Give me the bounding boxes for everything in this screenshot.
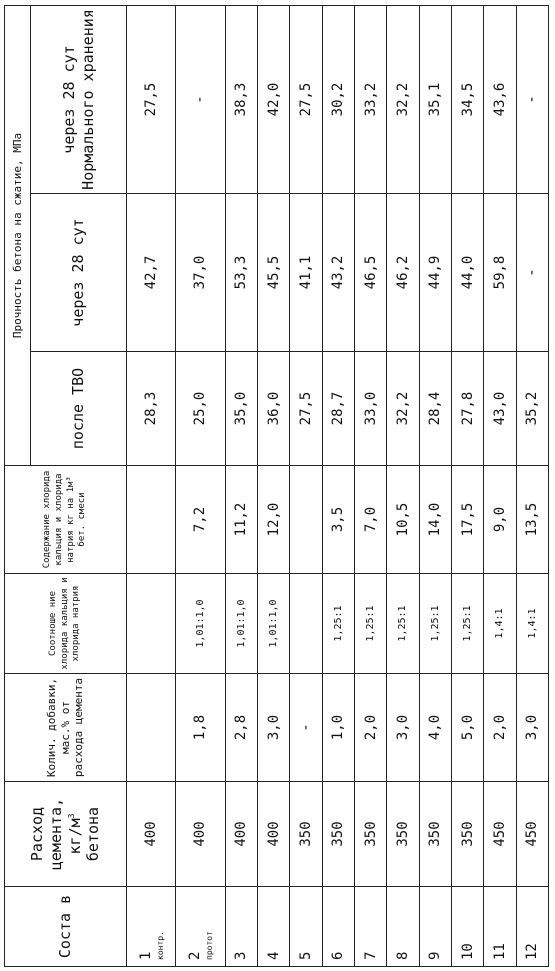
cell-posle-tvo: 28,4 [419, 352, 451, 466]
cell-rashod: 450 [484, 782, 516, 887]
cell-soderzhanie: 13,5 [516, 466, 548, 574]
cell-posle-tvo: 28,3 [127, 352, 176, 466]
cell-sostav [354, 887, 386, 967]
header-sootnoshenie: Соотноше ние хлорида кальция и хлорида натрия [5, 574, 127, 674]
cell-kolich: 5,0 [451, 674, 483, 782]
cell-sostav-number: 2 [186, 951, 203, 960]
cell-sostav [176, 887, 225, 967]
cell-sootnoshenie: 1,25:1 [419, 574, 451, 674]
cell-sostav-number: 4 [265, 951, 282, 960]
cell-soderzhanie [127, 466, 176, 574]
cell-cherez28-norm: 42,0 [257, 5, 289, 193]
cell-soderzhanie: 7,2 [176, 466, 225, 574]
cell-sootnoshenie: 1,25:1 [387, 574, 419, 674]
cell-sostav [451, 887, 483, 967]
cell-cherez28-norm: - [516, 5, 548, 193]
cell-kolich: 1,0 [322, 674, 354, 782]
cell-soderzhanie: 10,5 [387, 466, 419, 574]
cell-sostav [387, 887, 419, 967]
header-rashod-sup: 3 [66, 813, 76, 819]
cell-cherez28: 42,7 [127, 194, 176, 352]
cell-cherez28: - [516, 194, 548, 352]
table-row [451, 5, 483, 966]
table-row [257, 5, 289, 966]
cell-sootnoshenie: 1,25:1 [322, 574, 354, 674]
cell-cherez28-norm: 35,1 [419, 5, 451, 193]
cell-rashod: 350 [290, 782, 322, 887]
cell-sostav [225, 887, 257, 967]
cell-sostav-number: 6 [330, 951, 347, 960]
cell-sootnoshenie: 1,01:1,0 [176, 574, 225, 674]
concrete-strength-table [4, 5, 549, 967]
cell-kolich: 3,0 [257, 674, 289, 782]
cell-posle-tvo: 32,2 [387, 352, 419, 466]
cell-kolich: 2,0 [484, 674, 516, 782]
cell-cherez28: 44,0 [451, 194, 483, 352]
cell-kolich: 1,8 [176, 674, 225, 782]
cell-posle-tvo: 27,8 [451, 352, 483, 466]
cell-posle-tvo: 35,0 [225, 352, 257, 466]
cell-cherez28: 43,2 [322, 194, 354, 352]
cell-sostav [419, 887, 451, 967]
cell-sostav-number: 3 [233, 951, 250, 960]
cell-rashod: 350 [354, 782, 386, 887]
header-cherez28-norm: через 28 сут Нормального хранения [31, 5, 127, 193]
header-posle-tvo: после ТВО [31, 352, 127, 466]
cell-kolich: 3,0 [387, 674, 419, 782]
table-row [176, 5, 225, 966]
table-row [354, 5, 386, 966]
cell-sostav-number: 12 [524, 943, 541, 960]
cell-cherez28: 37,0 [176, 194, 225, 352]
cell-sostav [257, 887, 289, 967]
cell-sootnoshenie: 1,4:1 [516, 574, 548, 674]
cell-posle-tvo: 28,7 [322, 352, 354, 466]
cell-posle-tvo: 27,5 [290, 352, 322, 466]
cell-sootnoshenie: 1,25:1 [354, 574, 386, 674]
cell-soderzhanie: 14,0 [419, 466, 451, 574]
cell-sostav-note: протот [204, 931, 214, 960]
table-row [484, 5, 516, 966]
cell-cherez28-norm: 32,2 [387, 5, 419, 193]
cell-sostav-number: 5 [297, 951, 314, 960]
header-kolich: Колич. добавки, мас.% от расхода цемента [5, 674, 127, 782]
cell-cherez28-norm: 27,5 [290, 5, 322, 193]
cell-rashod: 350 [451, 782, 483, 887]
cell-soderzhanie: 12,0 [257, 466, 289, 574]
cell-rashod: 400 [225, 782, 257, 887]
cell-sostav-number: 1 [137, 951, 154, 960]
cell-kolich: 2,0 [354, 674, 386, 782]
cell-cherez28-norm: 43,6 [484, 5, 516, 193]
cell-sostav [322, 887, 354, 967]
table-row [322, 5, 354, 966]
cell-rashod: 400 [176, 782, 225, 887]
cell-posle-tvo: 35,2 [516, 352, 548, 466]
table-row [225, 5, 257, 966]
cell-sootnoshenie: 1,25:1 [451, 574, 483, 674]
cell-sostav-number: 8 [394, 951, 411, 960]
header-sostav: Соста в [5, 887, 127, 967]
table-row [290, 5, 322, 966]
cell-cherez28: 46,2 [387, 194, 419, 352]
cell-cherez28: 53,3 [225, 194, 257, 352]
cell-cherez28-norm: - [176, 5, 225, 193]
cell-rashod: 400 [257, 782, 289, 887]
table-row [127, 5, 176, 966]
cell-kolich: 4,0 [419, 674, 451, 782]
cell-sostav-note: контр. [155, 931, 165, 960]
cell-soderzhanie: 17,5 [451, 466, 483, 574]
cell-sostav-number: 11 [491, 943, 508, 960]
cell-posle-tvo: 43,0 [484, 352, 516, 466]
cell-sootnoshenie [127, 574, 176, 674]
cell-cherez28: 59,8 [484, 194, 516, 352]
cell-sostav [516, 887, 548, 967]
cell-posle-tvo: 25,0 [176, 352, 225, 466]
header-rashod-suffix: бетона [84, 806, 103, 862]
table-row [516, 5, 548, 966]
cell-posle-tvo: 33,0 [354, 352, 386, 466]
cell-kolich [127, 674, 176, 782]
cell-kolich: 3,0 [516, 674, 548, 782]
cell-soderzhanie [290, 466, 322, 574]
cell-sostav [484, 887, 516, 967]
cell-rashod: 400 [127, 782, 176, 887]
header-cherez28: через 28 сут [31, 194, 127, 352]
table-body [127, 5, 549, 966]
header-prochnost: Прочность бетона на сжатие, МПа [5, 5, 31, 465]
cell-cherez28: 45,5 [257, 194, 289, 352]
cell-cherez28-norm: 34,5 [451, 5, 483, 193]
cell-sostav [127, 887, 176, 967]
header-rashod-text: Расход цемента, кг/м [28, 797, 84, 871]
cell-sootnoshenie [290, 574, 322, 674]
table-row [419, 5, 451, 966]
cell-cherez28-norm: 33,2 [354, 5, 386, 193]
table-row [387, 5, 419, 966]
cell-soderzhanie: 3,5 [322, 466, 354, 574]
cell-kolich: - [290, 674, 322, 782]
cell-sostav-number: 7 [362, 951, 379, 960]
cell-sostav-number: 10 [459, 943, 476, 960]
cell-cherez28: 41,1 [290, 194, 322, 352]
cell-soderzhanie: 9,0 [484, 466, 516, 574]
cell-sostav [290, 887, 322, 967]
cell-sootnoshenie: 1,01:1,0 [225, 574, 257, 674]
cell-cherez28-norm: 27,5 [127, 5, 176, 193]
cell-rashod: 350 [322, 782, 354, 887]
cell-cherez28-norm: 30,2 [322, 5, 354, 193]
cell-rashod: 450 [516, 782, 548, 887]
cell-sootnoshenie: 1,4:1 [484, 574, 516, 674]
header-rashod [5, 782, 127, 887]
cell-cherez28-norm: 38,3 [225, 5, 257, 193]
cell-soderzhanie: 7,0 [354, 466, 386, 574]
cell-posle-tvo: 36,0 [257, 352, 289, 466]
cell-rashod: 350 [419, 782, 451, 887]
cell-sootnoshenie: 1,01:1,0 [257, 574, 289, 674]
cell-cherez28: 44,9 [419, 194, 451, 352]
cell-cherez28: 46,5 [354, 194, 386, 352]
cell-rashod: 350 [387, 782, 419, 887]
cell-soderzhanie: 11,2 [225, 466, 257, 574]
header-soderzhanie: Содержание хлорида кальция и хлорида натрия кг на 1м³ бет. смеси [5, 466, 127, 574]
cell-sostav-number: 9 [427, 951, 444, 960]
cell-kolich: 2,8 [225, 674, 257, 782]
